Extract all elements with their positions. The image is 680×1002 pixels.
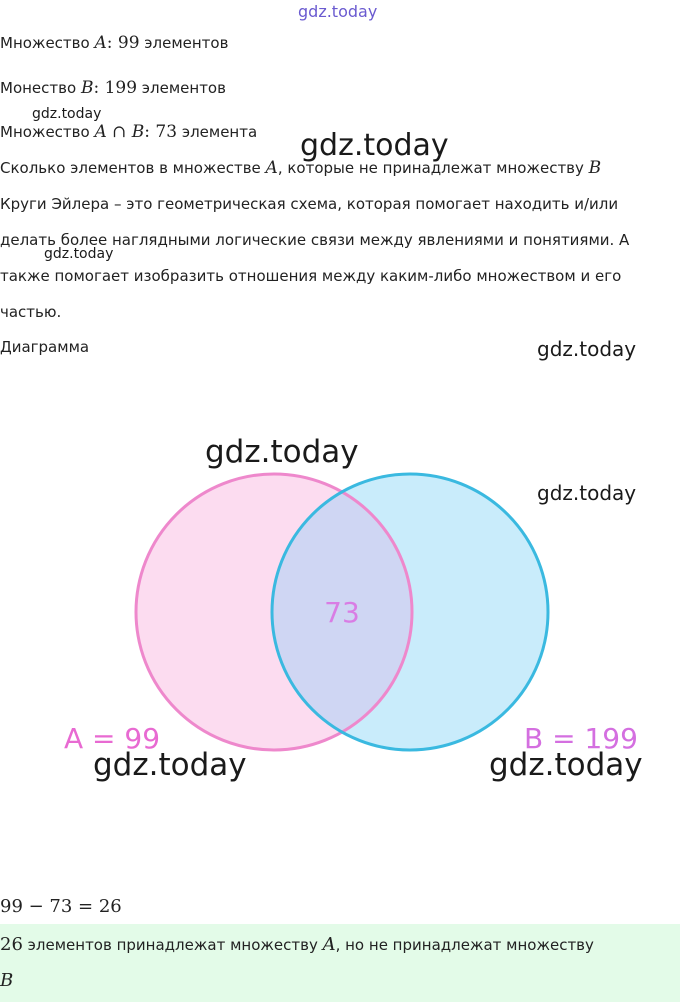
set-a-label: A = 99 xyxy=(64,722,161,755)
answer-number: 26 xyxy=(0,934,23,955)
answer-text-1: элементов принадлежат множеству xyxy=(22,936,323,954)
watermark-large-1: gdz.today xyxy=(300,128,449,163)
question-mid: , которые не принадлежат множеству xyxy=(277,159,589,177)
watermark-large-3: gdz.today xyxy=(93,747,247,783)
explanation-line-4: частью. xyxy=(0,303,62,321)
set-b-label: B = 199 xyxy=(524,722,638,755)
watermark-medium-1: gdz.today xyxy=(537,337,637,361)
answer-box xyxy=(0,924,680,1002)
diagram-heading: Диаграмма xyxy=(0,338,90,356)
question-prefix: Сколько элементов в множестве xyxy=(0,159,266,177)
watermark-top: gdz.today xyxy=(298,2,378,21)
explanation-line-1: Круги Эйлера – это геометрическая схема, которая помогает находить и/или xyxy=(0,195,619,213)
set-a-suffix: элементов xyxy=(139,34,229,52)
set-b-count: 199 xyxy=(104,78,138,98)
answer-var-b: B xyxy=(0,970,14,991)
set-a-count: 99 xyxy=(117,33,140,53)
set-a-prefix: Множество xyxy=(0,34,95,52)
intersection-expr: A ∩ B xyxy=(94,122,145,142)
question-var-b: B xyxy=(588,158,602,178)
watermark-large-4: gdz.today xyxy=(489,747,643,783)
watermark-medium-2: gdz.today xyxy=(537,481,637,505)
set-b-suffix: элементов xyxy=(137,79,226,97)
intersection-count: 73 xyxy=(155,122,178,142)
calculation: 99 − 73 = 26 xyxy=(0,896,122,917)
intersection-prefix: Множество xyxy=(0,123,95,141)
answer-line-1 xyxy=(0,934,594,955)
set-a-line xyxy=(0,33,228,53)
answer-text-2: , но не принадлежат множеству xyxy=(335,936,594,954)
set-b-line xyxy=(0,78,226,98)
intersection-suffix: элемента xyxy=(177,123,258,141)
intersection-line xyxy=(0,122,257,142)
intersection-sep: : xyxy=(144,122,156,142)
watermark-small-1: gdz.today xyxy=(32,106,102,122)
set-b-var: B xyxy=(80,78,94,98)
explanation-line-2: делать более наглядными логические связи между явлениями и понятиями. А xyxy=(0,231,630,249)
intersection-value: 73 xyxy=(324,596,360,629)
set-a-var: A xyxy=(94,33,107,53)
question-var-a: A xyxy=(265,158,278,178)
set-b-sep: : xyxy=(93,78,105,98)
answer-var-a: A xyxy=(322,934,336,955)
watermark-large-2: gdz.today xyxy=(205,434,359,470)
question-line xyxy=(0,158,601,178)
set-a-sep: : xyxy=(106,33,118,53)
watermark-small-2: gdz.today xyxy=(44,246,114,262)
explanation-line-3: также помогает изобразить отношения между каким-либо множеством и его xyxy=(0,267,622,285)
set-b-prefix: Монество xyxy=(0,79,81,97)
